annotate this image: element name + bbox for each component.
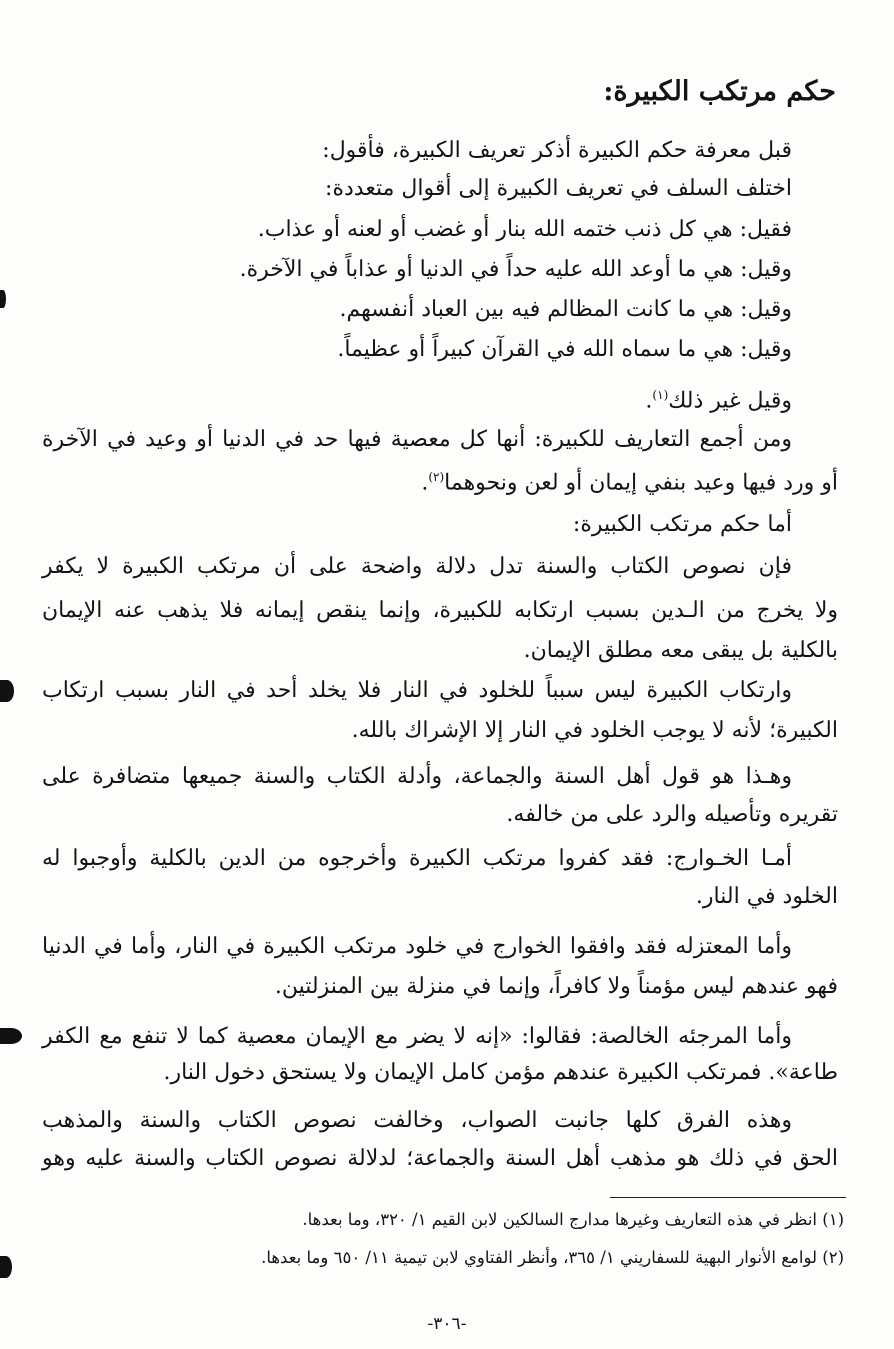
- text-line: ومن أجمع التعاريف للكبيرة: أنها كل معصية فيها حد في الدنيا أو وعيد في الآخرة: [42, 427, 792, 452]
- text-line: الكبيرة؛ لأنه لا يوجب الخلود في النار إلا الإشراك بالله.: [351, 718, 838, 743]
- text-line: الحق في ذلك هو مذهب أهل السنة والجماعة؛ لدلالة نصوص الكتاب والسنة عليه وهو: [42, 1146, 838, 1171]
- text-line: فإن نصوص الكتاب والسنة تدل دلالة واضحة على أن مرتكب الكبيرة لا يكفر: [42, 554, 792, 579]
- text-line: أما حكم مرتكب الكبيرة:: [572, 512, 792, 537]
- text-line: فهو عندهم ليس مؤمناً ولا كافراً، وإنما في منزلة بين المنزلتين.: [274, 974, 838, 999]
- text-line: اختلف السلف في تعريف الكبيرة إلى أقوال متعددة:: [325, 176, 792, 201]
- footnote-ref-2: (٢): [428, 470, 445, 484]
- text-line: وقيل: هي ما سماه الله في القرآن كبيراً أو عظيماً.: [337, 337, 792, 362]
- section-heading: حكم مرتكب الكبيرة:: [603, 76, 836, 107]
- text-line-with-footnote: وقيل غير ذلك$^{(١)}$.: [645, 388, 792, 414]
- page-number: -٣٠٦-: [427, 1314, 467, 1334]
- footnote-2: (٢) لوامع الأنوار البهية للسفاريني ١/ ٣٦٥، وأنظر الفتاوي لابن تيمية ١١/ ٦٥٠ وما بعدها.: [261, 1248, 844, 1267]
- footnote-divider: [610, 1197, 846, 1198]
- text-line: وارتكاب الكبيرة ليس سبباً للخلود في النار فلا يخلد أحد في النار بسبب ارتكاب: [42, 678, 792, 703]
- text-line: وأما المرجئه الخالصة: فقالوا: «إنه لا يضر مع الإيمان معصية كما لا تنفع مع الكفر: [42, 1024, 793, 1049]
- footnote-1: (١) انظر في هذه التعاريف وغيرها مدارج السالكين لابن القيم ١/ ٣٢٠، وما بعدها.: [302, 1210, 844, 1229]
- text-line: وقيل: هي ما أوعد الله عليه حداً في الدنيا أو عذاباً في الآخرة.: [239, 257, 792, 282]
- scan-edge-mark: [0, 1256, 12, 1278]
- text-line: تقريره وتأصيله والرد على من خالفه.: [506, 802, 838, 827]
- scan-edge-mark: [0, 680, 14, 702]
- footnote-ref-1: (١): [652, 388, 669, 402]
- text-line: بالكلية بل يبقى معه مطلق الإيمان.: [523, 638, 838, 663]
- text-line: أو ورد فيها وعيد بنفي إيمان أو لعن ونحوهما: [444, 470, 838, 496]
- text-line: وقيل: هي ما كانت المظالم فيه بين العباد أنفسهم.: [339, 297, 792, 322]
- scan-edge-mark: [0, 1028, 22, 1044]
- text-line: وأما المعتزله فقد وافقوا الخوارج في خلود مرتكب الكبيرة في النار، وأما في الدنيا: [42, 934, 792, 959]
- text-line: الخلود في النار.: [695, 884, 838, 909]
- text-line: فقيل: هي كل ذنب ختمه الله بنار أو غضب أو لعنه أو عذاب.: [257, 217, 792, 242]
- text-line: وقيل غير ذلك: [668, 388, 792, 414]
- text-line-with-footnote: أو ورد فيها وعيد بنفي إيمان أو لعن ونحوهما$^{(٢)}$.: [421, 470, 838, 496]
- scan-edge-mark: [0, 290, 6, 308]
- text-line: طاعة». فمرتكب الكبيرة عندهم مؤمن كامل الإيمان ولا يستحق دخول النار.: [163, 1060, 838, 1085]
- text-line: أمـا الخـوارج: فقد كفروا مرتكب الكبيرة وأخرجوه من الدين بالكلية وأوجبوا له: [42, 846, 792, 871]
- text-line: قبل معرفة حكم الكبيرة أذكر تعريف الكبيرة، فأقول:: [322, 138, 792, 163]
- text-line: وهـذا هو قول أهل السنة والجماعة، وأدلة الكتاب والسنة جميعها متضافرة على: [42, 764, 792, 789]
- text-line: ولا يخرج من الـدين بسبب ارتكابه للكبيرة، وإنما ينقص إيمانه فلا يذهب عنه الإيمان: [42, 598, 838, 623]
- text-line: وهذه الفرق كلها جانبت الصواب، وخالفت نصوص الكتاب والسنة والمذهب: [42, 1108, 792, 1133]
